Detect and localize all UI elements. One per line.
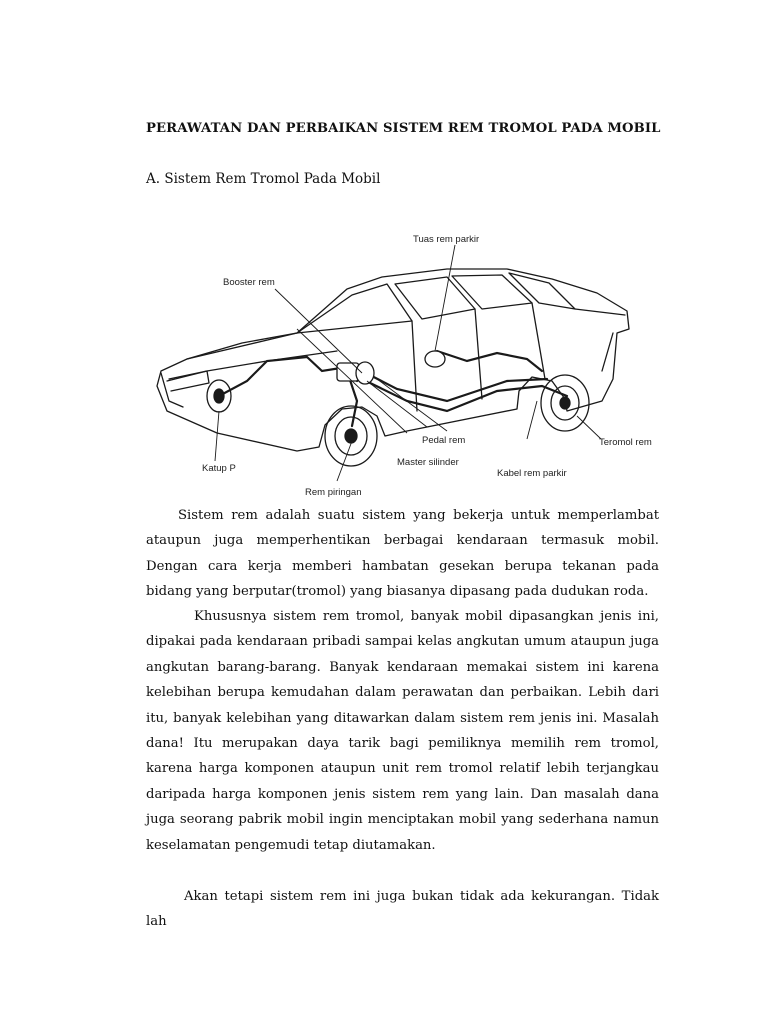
label-booster-rem: Booster rem	[223, 277, 275, 288]
brake-lines	[219, 351, 567, 426]
label-katup-p: Katup P	[202, 463, 236, 474]
document-title: PERAWATAN DAN PERBAIKAN SISTEM REM TROMOL PADA MOBIL	[146, 121, 661, 136]
paragraph-3	[146, 884, 659, 935]
label-rem-piringan: Rem piringan	[305, 487, 362, 498]
parking-brake-lever	[425, 351, 445, 367]
car-illustration	[147, 211, 658, 499]
label-master-silinder: Master silinder	[397, 457, 459, 468]
rear-window	[452, 275, 532, 309]
label-tuas-rem-parkir: Tuas rem parkir	[413, 234, 480, 245]
car-body	[157, 269, 629, 451]
front-wheel	[325, 406, 377, 466]
paragraph-2	[146, 604, 659, 858]
rear-wheel	[541, 375, 589, 431]
paragraph-text: Sistem rem adalah suatu sistem yang bekerja untuk memperlambat ataupun juga memperhentikan berbagai kendaraan termasuk mobil. Dengan cara kerja memberi hambatan gesekan berupa tekanan pada bidang yang berputar(tromol) yang biasanya dipasang pada dudukan roda.	[146, 508, 659, 600]
section-heading: A. Sistem Rem Tromol Pada Mobil	[146, 171, 381, 187]
label-teromol-rem: Teromol rem	[599, 437, 652, 448]
label-pedal-rem: Pedal rem	[422, 435, 466, 446]
master-cylinder	[337, 362, 374, 384]
label-kabel-rem-parkir: Kabel rem parkir	[497, 468, 567, 479]
windshield	[297, 284, 412, 333]
brake-system-diagram	[147, 211, 658, 499]
paragraph-text: Akan tetapi sistem rem ini juga bukan tidak ada kekurangan. Tidak lah	[146, 889, 659, 930]
paragraph-text: Khususnya sistem rem tromol, banyak mobil dipasangkan jenis ini, dipakai pada kendaraan pribadi sampai kelas angkutan umum ataupun juga angkutan barang-barang. Banyak kendaraan memakai sistem ini karena kelebihan berupa kemudahan dalam perawatan dan perbaikan. Lebih dari itu, banyak kelebihan yang ditawarkan dalam sistem rem jenis ini. Masalah dana! Itu merupakan daya tarik bagi pemiliknya memilih rem tromol, karena harga komponen ataupun unit rem tromol relatif lebih terjangkau daripada harga komponen jenis sistem rem yang lain. Dan masalah dana juga seorang pabrik mobil ingin menciptakan mobil yang sederhana namun keselamatan pengemudi tetap diutamakan.	[146, 609, 659, 853]
paragraph-1	[146, 503, 659, 605]
